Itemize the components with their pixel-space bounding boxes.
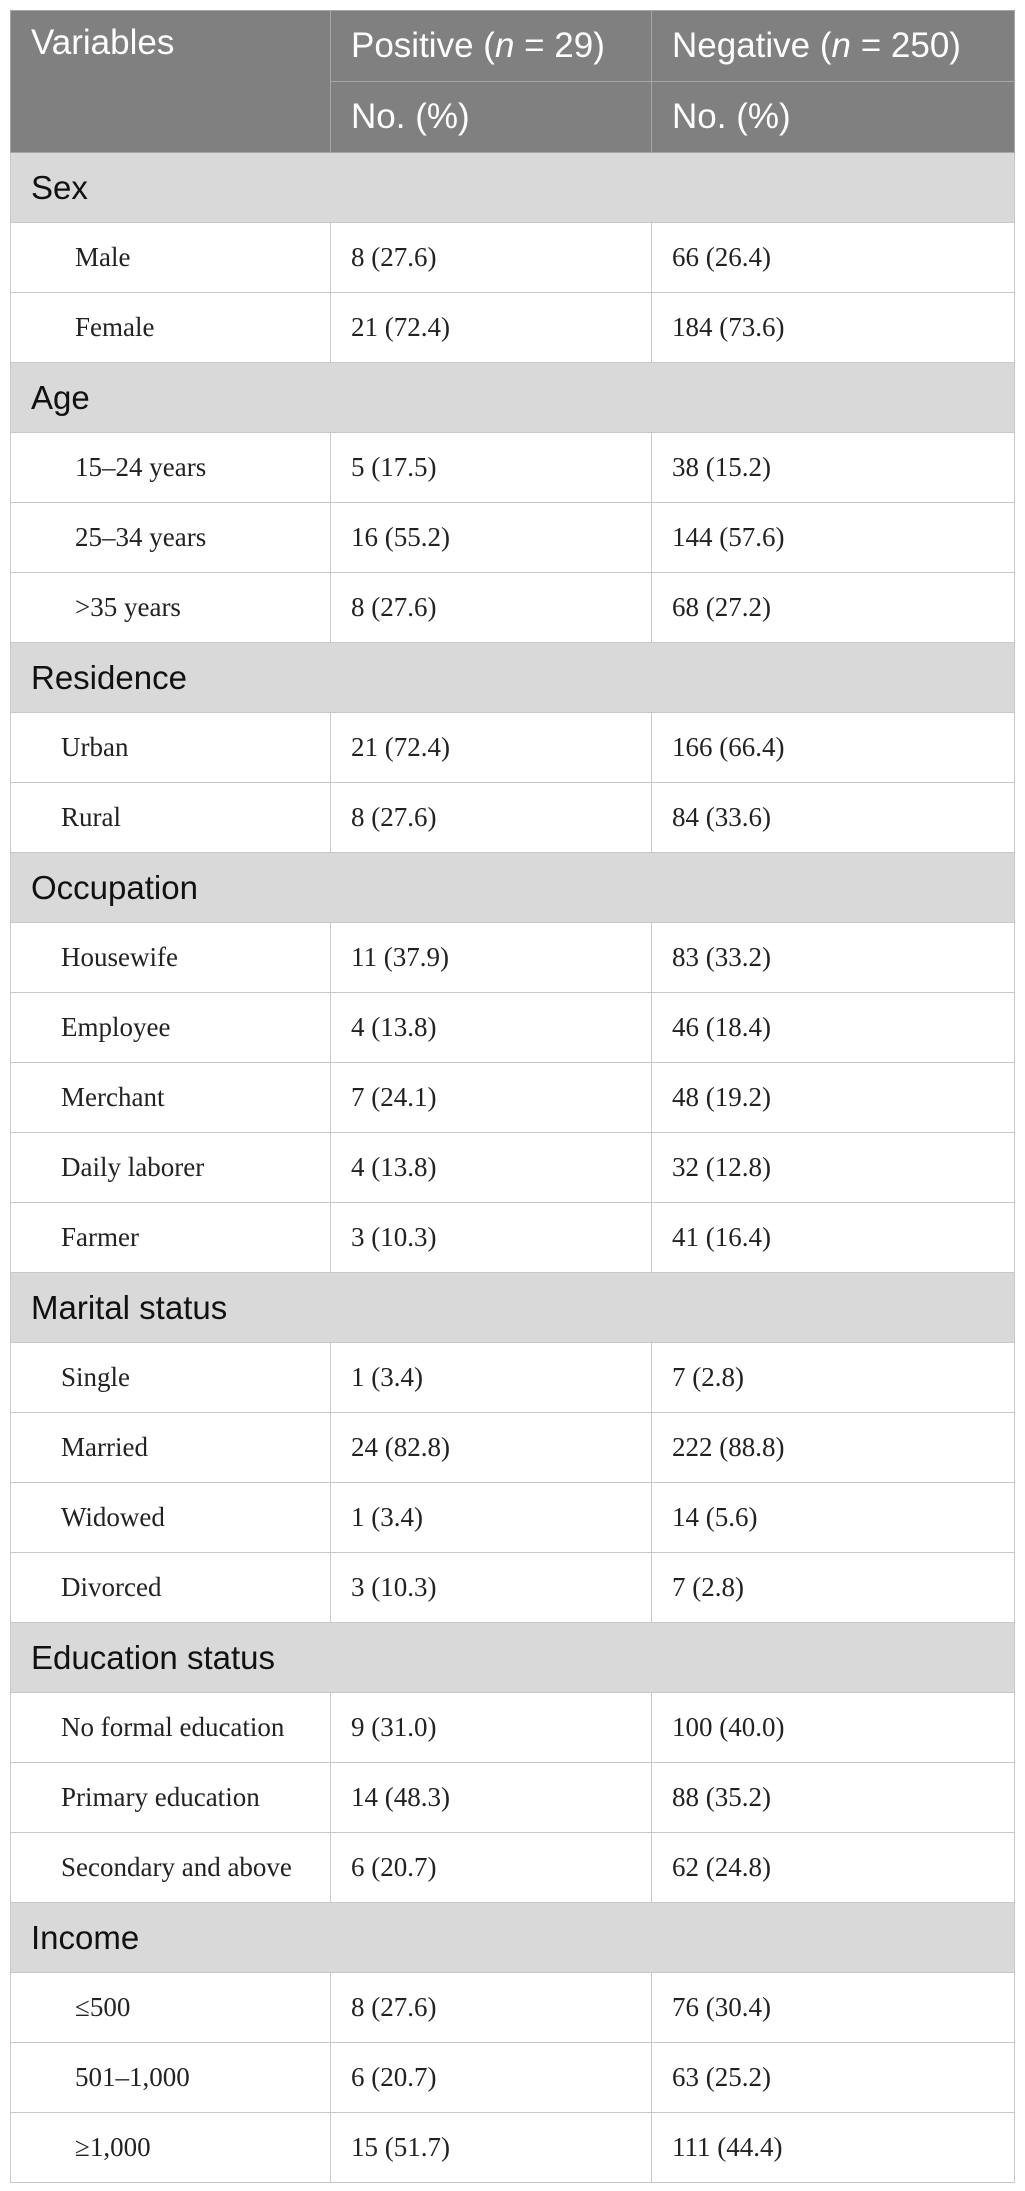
row-negative: 14 (5.6) (652, 1483, 1015, 1553)
table-row (11, 923, 1015, 993)
row-label: Female (11, 293, 331, 363)
row-positive: 14 (48.3) (331, 1763, 652, 1833)
row-label: Primary education (11, 1763, 331, 1833)
row-label: ≤500 (11, 1973, 331, 2043)
row-positive: 11 (37.9) (331, 923, 652, 993)
table-row (11, 1693, 1015, 1763)
row-label: Employee (11, 993, 331, 1063)
table-row (11, 1203, 1015, 1273)
table-header (11, 11, 1015, 153)
row-positive: 8 (27.6) (331, 1973, 652, 2043)
group-row (11, 1623, 1015, 1693)
row-negative: 83 (33.2) (652, 923, 1015, 993)
table-row (11, 573, 1015, 643)
table-row (11, 783, 1015, 853)
row-positive: 1 (3.4) (331, 1483, 652, 1553)
table-row (11, 433, 1015, 503)
row-negative: 144 (57.6) (652, 503, 1015, 573)
data-table (10, 10, 1015, 2183)
row-positive: 8 (27.6) (331, 783, 652, 853)
row-negative: 68 (27.2) (652, 573, 1015, 643)
row-label: Widowed (11, 1483, 331, 1553)
table-row (11, 993, 1015, 1063)
group-title: Sex (11, 153, 1015, 223)
header-negative-suffix: = 250) (851, 26, 961, 65)
row-positive: 3 (10.3) (331, 1553, 652, 1623)
row-label: 25–34 years (11, 503, 331, 573)
row-label: Single (11, 1343, 331, 1413)
row-negative: 62 (24.8) (652, 1833, 1015, 1903)
header-positive-n: n (494, 26, 515, 65)
group-title: Age (11, 363, 1015, 433)
row-positive: 7 (24.1) (331, 1063, 652, 1133)
row-positive: 5 (17.5) (331, 433, 652, 503)
group-row (11, 363, 1015, 433)
header-row (11, 11, 1015, 82)
row-label: Urban (11, 713, 331, 783)
group-title: Marital status (11, 1273, 1015, 1343)
header-negative-n: n (831, 26, 851, 65)
row-label: Daily laborer (11, 1133, 331, 1203)
header-negative-prefix: Negative ( (672, 26, 832, 65)
table-row (11, 2113, 1015, 2183)
row-label: Male (11, 223, 331, 293)
table-row (11, 1833, 1015, 1903)
subheader-negative: No. (%) (652, 82, 1015, 153)
row-negative: 100 (40.0) (652, 1693, 1015, 1763)
group-title: Residence (11, 643, 1015, 713)
group-row (11, 853, 1015, 923)
group-row (11, 1273, 1015, 1343)
row-label: No formal education (11, 1693, 331, 1763)
row-label: Married (11, 1413, 331, 1483)
table-row (11, 1483, 1015, 1553)
group-row (11, 1903, 1015, 1973)
header-positive (331, 11, 652, 82)
table-row (11, 1973, 1015, 2043)
row-label: Housewife (11, 923, 331, 993)
row-label: Farmer (11, 1203, 331, 1273)
table-row (11, 503, 1015, 573)
table-row (11, 1133, 1015, 1203)
row-negative: 46 (18.4) (652, 993, 1015, 1063)
table-row (11, 1413, 1015, 1483)
row-positive: 4 (13.8) (331, 993, 652, 1063)
table-row (11, 2043, 1015, 2113)
row-positive: 3 (10.3) (331, 1203, 652, 1273)
row-negative: 184 (73.6) (652, 293, 1015, 363)
row-negative: 41 (16.4) (652, 1203, 1015, 1273)
row-negative: 166 (66.4) (652, 713, 1015, 783)
row-positive: 21 (72.4) (331, 293, 652, 363)
row-positive: 8 (27.6) (331, 223, 652, 293)
row-positive: 9 (31.0) (331, 1693, 652, 1763)
table-row (11, 1343, 1015, 1413)
row-positive: 4 (13.8) (331, 1133, 652, 1203)
row-label: Merchant (11, 1063, 331, 1133)
row-positive: 8 (27.6) (331, 573, 652, 643)
row-label: 15–24 years (11, 433, 331, 503)
row-negative: 222 (88.8) (652, 1413, 1015, 1483)
group-title: Occupation (11, 853, 1015, 923)
row-positive: 15 (51.7) (331, 2113, 652, 2183)
row-positive: 6 (20.7) (331, 1833, 652, 1903)
row-negative: 48 (19.2) (652, 1063, 1015, 1133)
row-label: >35 years (11, 573, 331, 643)
group-row (11, 153, 1015, 223)
table-row (11, 293, 1015, 363)
table-row (11, 1553, 1015, 1623)
row-label: ≥1,000 (11, 2113, 331, 2183)
row-positive: 16 (55.2) (331, 503, 652, 573)
table-row (11, 1063, 1015, 1133)
row-negative: 38 (15.2) (652, 433, 1015, 503)
row-negative: 7 (2.8) (652, 1343, 1015, 1413)
row-label: Rural (11, 783, 331, 853)
row-negative: 7 (2.8) (652, 1553, 1015, 1623)
row-positive: 6 (20.7) (331, 2043, 652, 2113)
row-label: 501–1,000 (11, 2043, 331, 2113)
row-negative: 63 (25.2) (652, 2043, 1015, 2113)
row-positive: 21 (72.4) (331, 713, 652, 783)
row-negative: 111 (44.4) (652, 2113, 1015, 2183)
group-row (11, 643, 1015, 713)
header-positive-suffix: = 29) (514, 26, 605, 65)
header-negative (652, 11, 1015, 82)
row-negative: 88 (35.2) (652, 1763, 1015, 1833)
row-label: Divorced (11, 1553, 331, 1623)
table-row (11, 1763, 1015, 1833)
group-title: Income (11, 1903, 1015, 1973)
row-label: Secondary and above (11, 1833, 331, 1903)
row-negative: 66 (26.4) (652, 223, 1015, 293)
table-row (11, 713, 1015, 783)
header-variables-label: Variables (31, 23, 175, 62)
row-positive: 1 (3.4) (331, 1343, 652, 1413)
row-positive: 24 (82.8) (331, 1413, 652, 1483)
table-row (11, 223, 1015, 293)
group-title: Education status (11, 1623, 1015, 1693)
header-positive-prefix: Positive ( (351, 26, 495, 65)
row-negative: 84 (33.6) (652, 783, 1015, 853)
row-negative: 32 (12.8) (652, 1133, 1015, 1203)
subheader-positive: No. (%) (331, 82, 652, 153)
header-variables (11, 11, 331, 153)
table-body (11, 153, 1015, 2183)
row-negative: 76 (30.4) (652, 1973, 1015, 2043)
